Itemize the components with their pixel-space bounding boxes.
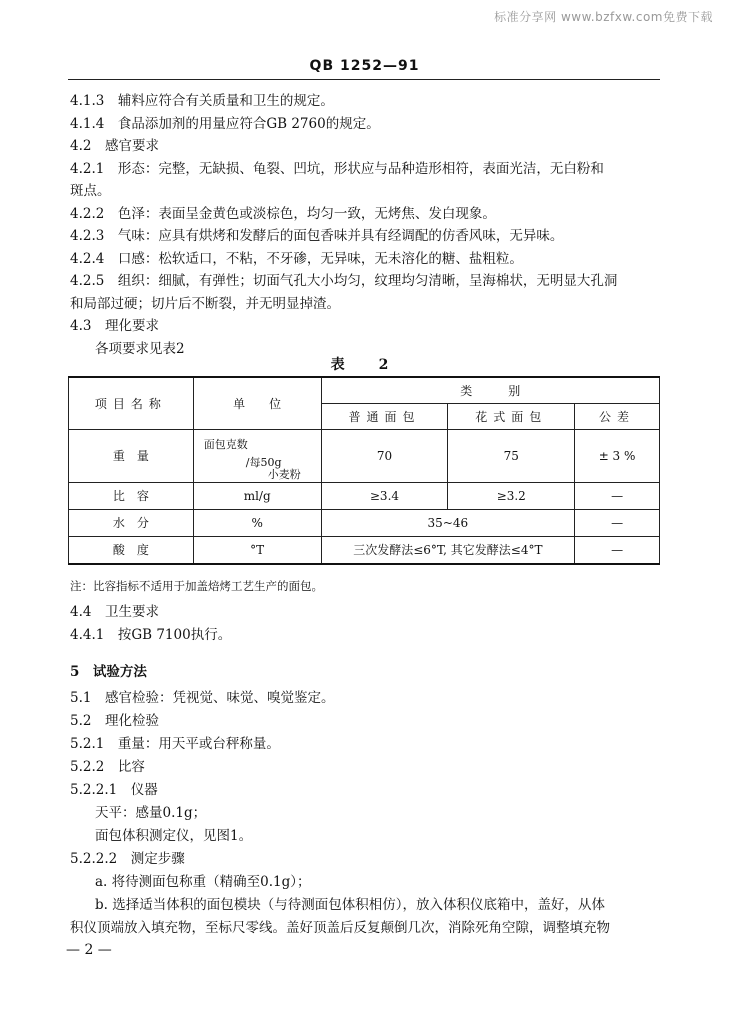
row-weight-unit (193, 429, 321, 482)
instrument-balance: 天平：感量0.1g； (95, 805, 207, 821)
row-acidity-unit: °T (193, 536, 321, 564)
page-number: — 2 — (66, 942, 112, 958)
clause-5-2-2-2: 5.2.2.2 测定步骤 (70, 851, 185, 867)
clause-4-2-2: 4.2.2 色泽：表面呈金黄色或淡棕色，均匀一致，无烤焦、发白现象。 (70, 206, 496, 222)
header-unit: 单 位 (193, 377, 321, 429)
unit-wheat-flour: 小麦粉 (267, 467, 301, 481)
row-weight-name: 重 量 (69, 429, 194, 482)
row-volume-name: 比 容 (69, 482, 194, 509)
row-moisture-name: 水 分 (69, 509, 194, 536)
clause-4-2-5-cont: 和局部过硬；切片后不断裂，并无明显掉渣。 (70, 296, 340, 312)
row-moisture-value: 35~46 (321, 509, 575, 536)
clause-5-2-1: 5.2.1 重量：用天平或台秤称量。 (70, 736, 280, 752)
clause-4-3: 4.3 理化要求 (70, 318, 159, 334)
table-row (69, 429, 660, 482)
table-caption: 表 2 (330, 357, 399, 373)
instrument-volume-meter: 面包体积测定仪，见图1。 (95, 828, 253, 844)
row-volume-unit: ml/g (193, 482, 321, 509)
step-b-cont: 积仪顶端放入填充物，至标尺零线。盖好顶盖后反复颠倒几次，消除死角空隙，调整填充物 (70, 920, 610, 936)
watermark: 标准分享网 www.bzfxw.com免费下载 (494, 10, 713, 24)
row-weight-normal: 70 (321, 429, 448, 482)
clause-4-2-5: 4.2.5 组织：细腻，有弹性；切面气孔大小均匀，纹理均匀清晰，呈海棉状，无明显大孔洞 (70, 273, 618, 289)
table-row (69, 509, 660, 536)
row-volume-normal: ≥3.4 (321, 482, 448, 509)
row-acidity-value: 三次发酵法≤6°T, 其它发酵法≤4°T (321, 536, 575, 564)
requirements-table (68, 376, 660, 565)
clause-4-2: 4.2 感官要求 (70, 138, 159, 154)
header-rule (68, 79, 660, 80)
clause-4-2-1: 4.2.1 形态：完整，无缺损、龟裂、凹坑，形状应与品种造形相符，表面光洁，无白粉和 (70, 161, 604, 177)
row-volume-fancy: ≥3.2 (448, 482, 575, 509)
clause-4-2-1-cont: 斑点。 (70, 183, 111, 199)
table-reference: 各项要求见表2 (95, 341, 185, 357)
row-volume-tolerance: — (575, 482, 660, 509)
row-weight-tolerance: ± 3 % (575, 429, 660, 482)
table-row (69, 536, 660, 564)
clause-5-2: 5.2 理化检验 (70, 713, 159, 729)
unit-per-50g: /每50g (245, 455, 282, 469)
step-b: b. 选择适当体积的面包模块（与待测面包体积相仿），放入体积仪底箱中，盖好，从体 (95, 897, 605, 913)
row-moisture-tolerance: — (575, 509, 660, 536)
clause-5-2-2-1: 5.2.2.1 仪器 (70, 782, 158, 798)
standard-header: QB 1252—91 (309, 58, 420, 74)
header-normal-bread: 普通面包 (321, 403, 448, 429)
section-5-heading: 5 试验方法 (70, 664, 147, 680)
clause-4-1-3: 4.1.3 辅料应符合有关质量和卫生的规定。 (70, 93, 334, 109)
row-acidity-tolerance: — (575, 536, 660, 564)
header-category: 类 别 (321, 377, 659, 403)
unit-per-50g-text: 每50g (249, 455, 282, 469)
clause-4-1-4: 4.1.4 食品添加剂的用量应符合GB 2760的规定。 (70, 116, 380, 132)
clause-4-2-3: 4.2.3 气味：应具有烘烤和发酵后的面包香味并具有经调配的仿香风味，无异味。 (70, 228, 564, 244)
table-note: 注：比容指标不适用于加盖焙烤工艺生产的面包。 (70, 579, 323, 593)
unit-bread-grams: 面包克数 (203, 437, 248, 451)
row-acidity-name: 酸 度 (69, 536, 194, 564)
clause-5-2-2: 5.2.2 比容 (70, 759, 145, 775)
row-weight-fancy: 75 (448, 429, 575, 482)
header-item-name: 项目名称 (69, 377, 194, 429)
table-row (69, 482, 660, 509)
clause-4-4: 4.4 卫生要求 (70, 604, 159, 620)
clause-4-4-1: 4.4.1 按GB 7100执行。 (70, 627, 232, 643)
header-fancy-bread: 花式面包 (448, 403, 575, 429)
clause-4-2-4: 4.2.4 口感：松软适口，不粘，不牙碜，无异味，无未溶化的糖、盐粗粒。 (70, 251, 523, 267)
clause-5-1: 5.1 感官检验：凭视觉、味觉、嗅觉鉴定。 (70, 690, 335, 706)
step-a: a. 将待测面包称重（精确至0.1g）； (95, 874, 311, 890)
row-moisture-unit: % (193, 509, 321, 536)
header-tolerance: 公差 (575, 403, 660, 429)
